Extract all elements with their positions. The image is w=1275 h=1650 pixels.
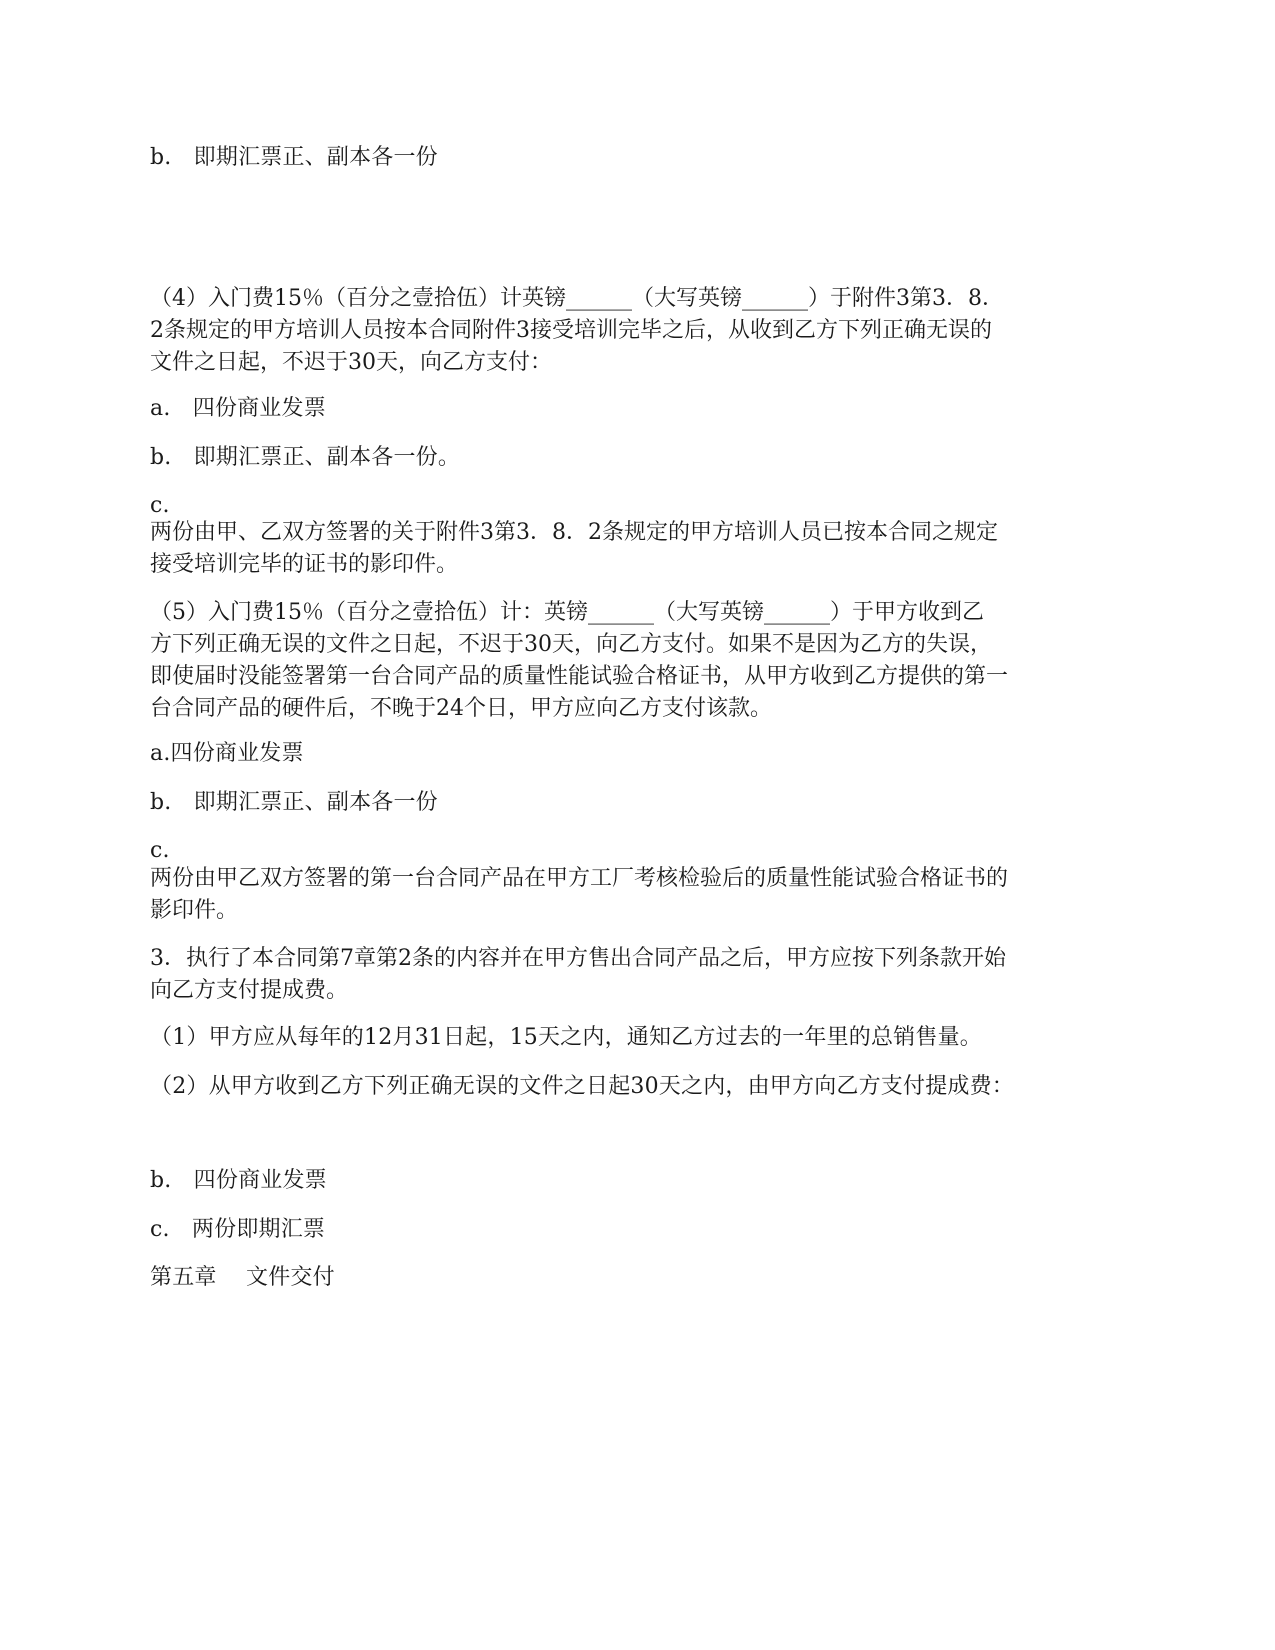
list-item-c-label: c.: [150, 838, 170, 863]
chapter-heading: 第五章 文件交付: [150, 1265, 335, 1290]
list-item-a-invoice: a. 四份商业发票: [150, 396, 326, 421]
text-line: 2条规定的甲方培训人员按本合同附件3接受培训完毕之后，从收到乙方下列正确无误的: [150, 318, 992, 343]
list-item-b-invoice: b. 四份商业发票: [150, 1168, 327, 1193]
list-item-a-invoice: a.四份商业发票: [150, 741, 304, 766]
text-line: 3．执行了本合同第7章第2条的内容并在甲方售出合同产品之后，甲方应按下列条款开始: [150, 946, 1006, 971]
text-line: （5）入门费15％（百分之壹拾伍）计：英镑______（大写英镑______）于甲方收到乙: [150, 600, 984, 625]
text-line: 接受培训完毕的证书的影印件。: [150, 552, 459, 577]
list-item-b-draft: b. 即期汇票正、副本各一份: [150, 790, 438, 815]
paragraph-entry-fee-5: [150, 597, 1130, 725]
list-item-c-draft: c. 两份即期汇票: [150, 1217, 326, 1242]
list-item-b-draft: b. 即期汇票正、副本各一份: [150, 145, 438, 170]
text-line: 影印件。: [150, 898, 239, 923]
text-line: 两份由甲、乙双方签署的关于附件3第3．8．2条规定的甲方培训人员已按本合同之规定: [150, 520, 998, 545]
text-line: 方下列正确无误的文件之日起，不迟于30天，向乙方支付。如果不是因为乙方的失误，: [150, 632, 992, 657]
text-line: 台合同产品的硬件后，不晚于24个日，甲方应向乙方支付该款。: [150, 696, 772, 721]
text-line: （4）入门费15％（百分之壹拾伍）计英镑______（大写英镑______）于附件3第3．8．: [150, 286, 1004, 311]
list-item-b-draft: b. 即期汇票正、副本各一份。: [150, 445, 461, 470]
paragraph-royalty-1: （1）甲方应从每年的12月31日起，15天之内，通知乙方过去的一年里的总销售量。: [150, 1025, 982, 1050]
text-line: 即使届时没能签署第一台合同产品的质量性能试验合格证书，从甲方收到乙方提供的第一: [150, 664, 1009, 689]
paragraph-royalty: [150, 943, 1130, 1007]
text-line: 向乙方支付提成费。: [150, 978, 349, 1003]
list-item-c-text: [150, 517, 1130, 581]
text-line: 两份由甲乙双方签署的第一台合同产品在甲方工厂考核检验后的质量性能试验合格证书的: [150, 866, 1009, 891]
paragraph-royalty-2: （2）从甲方收到乙方下列正确无误的文件之日起30天之内，由甲方向乙方支付提成费：: [150, 1074, 1014, 1099]
list-item-c-label: c.: [150, 493, 170, 518]
paragraph-entry-fee-4: [150, 283, 1130, 379]
list-item-c-text: [150, 863, 1130, 927]
text-line: 文件之日起，不迟于30天，向乙方支付：: [150, 350, 552, 375]
